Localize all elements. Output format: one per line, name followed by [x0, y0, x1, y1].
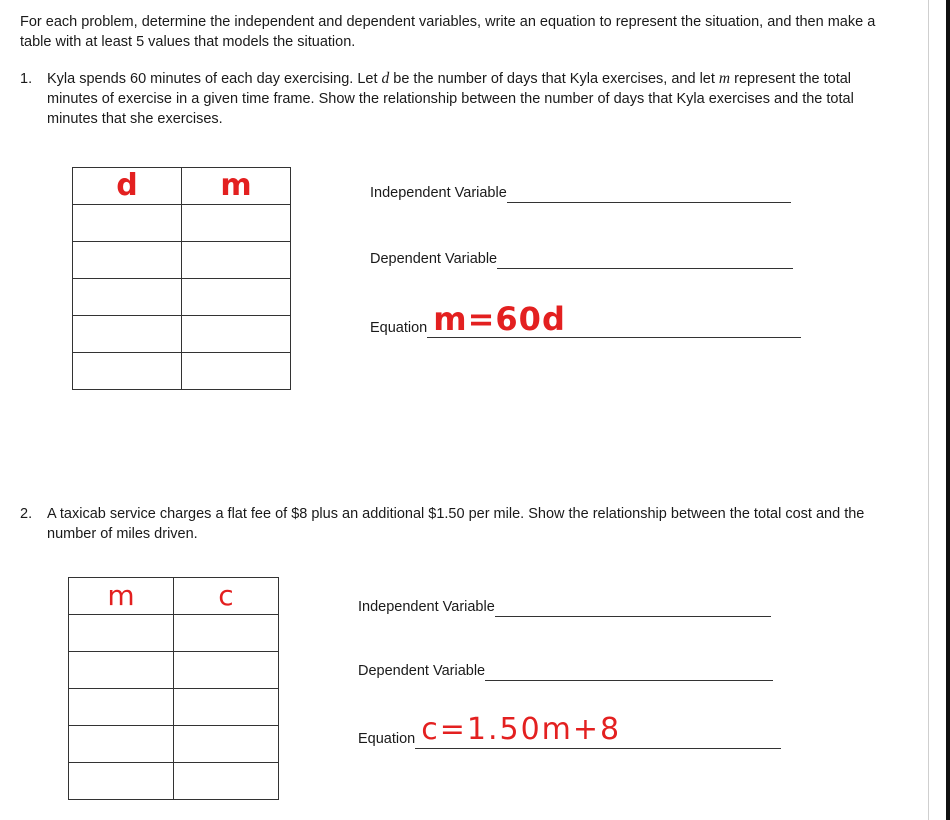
problem-1-var-d: d — [381, 70, 390, 87]
table-cell[interactable] — [174, 726, 279, 763]
table-cell[interactable] — [182, 205, 291, 242]
table-cell[interactable] — [73, 242, 182, 279]
problem-2-col1-header: m — [69, 578, 174, 615]
problem-1 — [20, 69, 900, 129]
table-header-row — [69, 578, 279, 615]
handwritten-equation-2: c=1.50m+8 — [421, 712, 622, 747]
problem-2-dependent-field — [358, 660, 773, 681]
table-cell[interactable] — [174, 652, 279, 689]
problem-2-text: A taxicab service charges a flat fee of $8 plus an additional $1.50 per mile. Show the relationship between the total cost and the number of miles driven. — [47, 506, 865, 542]
table-cell[interactable] — [182, 279, 291, 316]
independent-variable-blank[interactable] — [495, 596, 771, 617]
instructions-text: For each problem, determine the independent and dependent variables, write an equation to represent the situation, and then make a table with at least 5 values that models the situation. — [20, 14, 876, 50]
dependent-variable-blank[interactable] — [485, 660, 773, 681]
table-cell[interactable] — [69, 726, 174, 763]
table-cell[interactable] — [69, 615, 174, 652]
table-cell[interactable] — [174, 615, 279, 652]
table-cell[interactable] — [182, 242, 291, 279]
equation-label: Equation — [370, 320, 428, 336]
table-cell[interactable] — [73, 316, 182, 353]
page-edge-line — [928, 0, 929, 820]
handwritten-equation-1: m=60d — [433, 300, 566, 338]
table-row — [73, 316, 291, 353]
table-row — [73, 205, 291, 242]
problem-2 — [20, 504, 900, 544]
dependent-variable-blank[interactable] — [497, 248, 793, 269]
table-cell[interactable] — [174, 689, 279, 726]
problem-1-equation-field — [370, 300, 801, 338]
problem-1-text — [47, 69, 900, 129]
problem-1-col2-header: m — [182, 168, 291, 205]
table-cell[interactable] — [174, 763, 279, 800]
table-row — [69, 726, 279, 763]
problem-1-dependent-field — [370, 248, 793, 269]
dependent-variable-label: Dependent Variable — [370, 251, 498, 267]
problem-1-text-a: Kyla spends 60 minutes of each day exercising. Let — [47, 71, 382, 87]
problem-1-text-c: represent the total minutes of exercise in a given time frame. Show the relationship between the number of days that Kyla exercises and the total minutes that she exercises. — [47, 71, 854, 127]
table-row — [69, 763, 279, 800]
dependent-variable-label: Dependent Variable — [358, 663, 486, 679]
independent-variable-label: Independent Variable — [370, 185, 507, 201]
table-row — [69, 689, 279, 726]
problem-1-independent-field — [370, 182, 791, 203]
problem-2-equation-field — [358, 712, 781, 749]
table-row — [73, 242, 291, 279]
independent-variable-blank[interactable] — [507, 182, 791, 203]
table-cell[interactable] — [69, 689, 174, 726]
problem-1-number: 1. — [20, 71, 33, 87]
problem-2-number: 2. — [20, 506, 33, 522]
problem-2-table — [68, 577, 279, 800]
independent-variable-label: Independent Variable — [358, 599, 495, 615]
table-cell[interactable] — [73, 279, 182, 316]
equation-blank[interactable] — [415, 712, 781, 749]
problem-1-col1-header: d — [73, 168, 182, 205]
problem-1-text-b: be the number of days that Kyla exercises, and let — [389, 71, 719, 87]
problem-2-col2-header: c — [174, 578, 279, 615]
table-cell[interactable] — [182, 353, 291, 390]
table-row — [69, 615, 279, 652]
table-cell[interactable] — [73, 353, 182, 390]
table-row — [73, 353, 291, 390]
table-cell[interactable] — [182, 316, 291, 353]
problem-1-var-m: m — [718, 70, 731, 87]
equation-blank[interactable] — [427, 300, 801, 338]
table-cell[interactable] — [69, 652, 174, 689]
page-edge-border — [946, 0, 950, 820]
table-cell[interactable] — [69, 763, 174, 800]
table-row — [69, 652, 279, 689]
problem-1-table — [72, 167, 291, 390]
table-cell[interactable] — [73, 205, 182, 242]
problem-2-independent-field — [358, 596, 771, 617]
table-row — [73, 279, 291, 316]
equation-label: Equation — [358, 731, 416, 747]
table-header-row — [73, 168, 291, 205]
